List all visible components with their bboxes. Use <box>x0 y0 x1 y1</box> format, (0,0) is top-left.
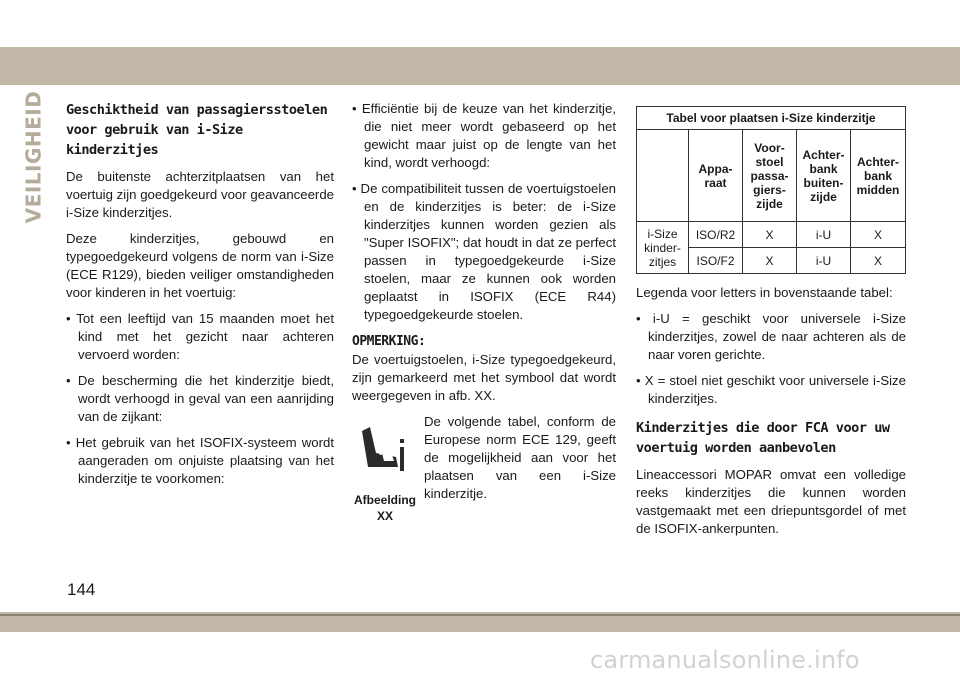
note-title: OPMERKING: <box>352 334 426 349</box>
table-cell: X <box>743 222 797 248</box>
paragraph: Lineaccessori MOPAR omvat een volledige reeks kinderzitjes die kunnen worden vastgemaakt met een driepuntsgordel of met de ISOFIX-ankerpunten. <box>636 467 906 536</box>
column-1 <box>66 100 334 496</box>
page-number: 144 <box>67 580 96 599</box>
table-cell: X <box>851 248 906 274</box>
table-header-blank <box>637 130 689 222</box>
bullet-item: • Tot een leeftijd van 15 maanden moet het kind met het gezicht naar achteren vervoerd worden: <box>66 311 334 362</box>
figure-block <box>352 413 616 524</box>
table-row-label: i-Size kinder-zitjes <box>637 222 689 274</box>
table-title: Tabel voor plaatsen i-Size kinderzitje <box>637 107 906 130</box>
table-cell: i-U <box>797 222 851 248</box>
table-header: Voor-stoel passa-giers-zijde <box>743 130 797 222</box>
table-header: Achter-bank buiten-zijde <box>797 130 851 222</box>
section-heading: Geschiktheid van passagiersstoelen voor gebruik van i-Size kinderzitjes <box>66 102 328 158</box>
table-cell: ISO/F2 <box>689 248 743 274</box>
bullet-item: • De bescherming die het kinderzitje biedt, wordt verhoogd in geval van een aanrijding van de zijkant: <box>66 373 334 424</box>
isize-table <box>636 106 906 274</box>
header-band <box>0 47 960 85</box>
legend-item: • X = stoel niet geschikt voor universele i-Size kinderzitjes. <box>636 373 906 406</box>
figure <box>352 413 418 524</box>
note-text: De voertuigstoelen, i-Size typegoedgekeurd, zijn gemarkeerd met het symbool dat wordt weergegeven in afb. XX. <box>352 352 616 403</box>
table-cell: X <box>743 248 797 274</box>
table-cell: i-U <box>797 248 851 274</box>
paragraph: Deze kinderzitjes, gebouwd en typegoedgekeurd volgens de norm van i-Size (ECE R129), bieden veiliger omstandigheden voor kinderen in het voertuig: <box>66 231 334 300</box>
legend-item: • i-U = geschikt voor universele i-Size kinderzitjes, zowel de naar achteren als de naar voren gerichte. <box>636 311 906 362</box>
figure-caption: Afbeelding XX <box>354 493 416 523</box>
legend-title: Legenda voor letters in bovenstaande tabel: <box>636 285 893 300</box>
column-3 <box>636 106 906 546</box>
section-tab <box>12 90 54 224</box>
column-2 <box>352 100 616 524</box>
table-cell: X <box>851 222 906 248</box>
table-header: Achter-bank midden <box>851 130 906 222</box>
table-cell: ISO/R2 <box>689 222 743 248</box>
watermark: carmanualsonline.info <box>590 646 860 674</box>
paragraph: De buitenste achterzitplaatsen van het voertuig zijn goedgekeurd voor geavanceerde i-Size kinderzitjes. <box>66 169 334 220</box>
bullet-item: • Het gebruik van het ISOFIX-systeem wordt aangeraden om onjuiste plaatsing van het kinderzitje te voorkomen: <box>66 435 334 486</box>
section-heading: Kinderzitjes die door FCA voor uw voertuig worden aanbevolen <box>636 420 890 456</box>
section-tab-label: VEILIGHEID <box>21 90 46 224</box>
bullet-item: • Efficiëntie bij de keuze van het kinderzitje, die niet meer wordt gebaseerd op het gewicht maar juist op de lengte van het kind, wordt verhoogd: <box>352 101 616 170</box>
bullet-item: • De compatibiliteit tussen de voertuigstoelen en de kinderzitjes is beter: de i-Size kinderzitjes kunnen worden gezien als "Super ISOFIX"; dat houdt in dat ze perfect passen in typegoedgekeurde i-Size stoelen, maar ze kunnen ook worden geplaatst in ISOFIX (ECE R44) typegoedgekeurde stoelen. <box>352 181 616 322</box>
table-header: Appa-raat <box>689 130 743 222</box>
figure-text: De volgende tabel, conform de Europese norm ECE 129, geeft de mogelijkheid aan voor het plaatsen van een i-Size kinderzitje. <box>424 414 616 501</box>
table-row <box>637 222 906 248</box>
table-header-row <box>637 130 906 222</box>
footer-line <box>0 614 960 616</box>
isize-seat-icon <box>356 423 408 479</box>
